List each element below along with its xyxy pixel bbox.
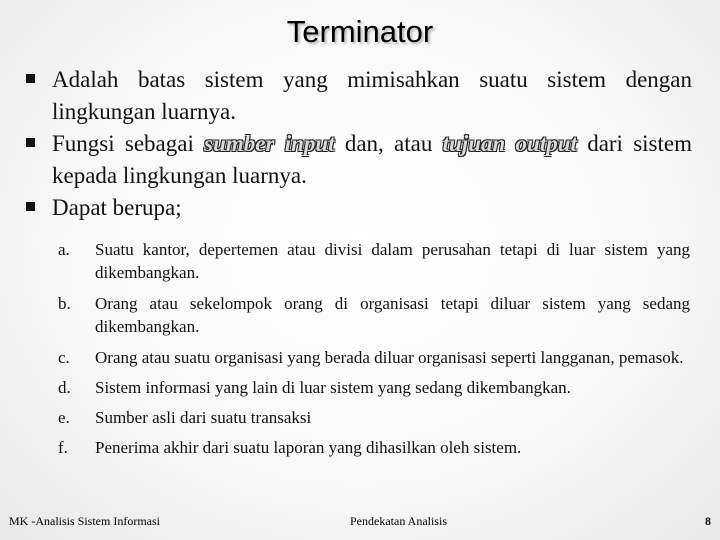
- sub-list-item: [58, 436, 690, 459]
- sub-item-text: Orang atau sekelompok orang di organisasi tetapi diluar sistem yang sedang dikembangkan.: [95, 294, 690, 336]
- bullet-item: [22, 192, 692, 224]
- sub-item-text: Suatu kantor, depertemen atau divisi dalam perusahan tetapi di luar sistem yang dikembangkan.: [95, 240, 690, 282]
- bullet-list: [22, 64, 692, 224]
- footer-topic: Pendekatan Analisis: [350, 514, 447, 528]
- sub-item-letter: a.: [58, 240, 70, 259]
- footer-course-name: MK -Analisis Sistem Informasi: [9, 514, 160, 528]
- sub-list-item: [58, 406, 690, 429]
- sub-list-item: [58, 238, 690, 284]
- emphasis-sumber-input: sumber input: [204, 131, 335, 156]
- sub-item-text: Sistem informasi yang lain di luar sistem yang sedang dikembangkan.: [95, 378, 571, 397]
- sub-item-text: Orang atau suatu organisasi yang berada diluar organisasi seperti langganan, pemasok.: [95, 348, 684, 367]
- bullet-item: [22, 128, 692, 192]
- bullet-item: [22, 64, 692, 128]
- sub-item-letter: d.: [58, 378, 71, 397]
- square-bullet-icon: [26, 138, 35, 147]
- footer-page-number: 8: [705, 514, 711, 528]
- square-bullet-icon: [26, 202, 35, 211]
- bullet-text-pre: Fungsi sebagai: [52, 131, 205, 156]
- slide-title: Terminator: [286, 14, 434, 49]
- sub-list: [58, 238, 690, 459]
- square-bullet-icon: [26, 74, 35, 83]
- bullet-text-mid: dan, atau: [334, 131, 443, 156]
- sub-item-letter: c.: [58, 348, 70, 367]
- sub-item-letter: e.: [58, 408, 70, 427]
- sub-item-text: Penerima akhir dari suatu laporan yang dihasilkan oleh sistem.: [95, 438, 522, 457]
- bullet-text: Adalah batas sistem yang mimisahkan suatu sistem dengan lingkungan luarnya.: [52, 67, 692, 124]
- sub-item-text: Sumber asli dari suatu transaksi: [95, 408, 312, 427]
- sub-list-item: [58, 346, 690, 369]
- bullet-text: Dapat berupa;: [52, 195, 182, 220]
- sub-list-item: [58, 376, 690, 399]
- sub-item-letter: b.: [58, 294, 71, 313]
- sub-list-item: [58, 292, 690, 338]
- emphasis-tujuan-output: tujuan output: [442, 131, 577, 156]
- sub-item-letter: f.: [58, 438, 68, 457]
- bullet-text-post: dari sistem kepada lingkungan luarnya.: [52, 131, 692, 188]
